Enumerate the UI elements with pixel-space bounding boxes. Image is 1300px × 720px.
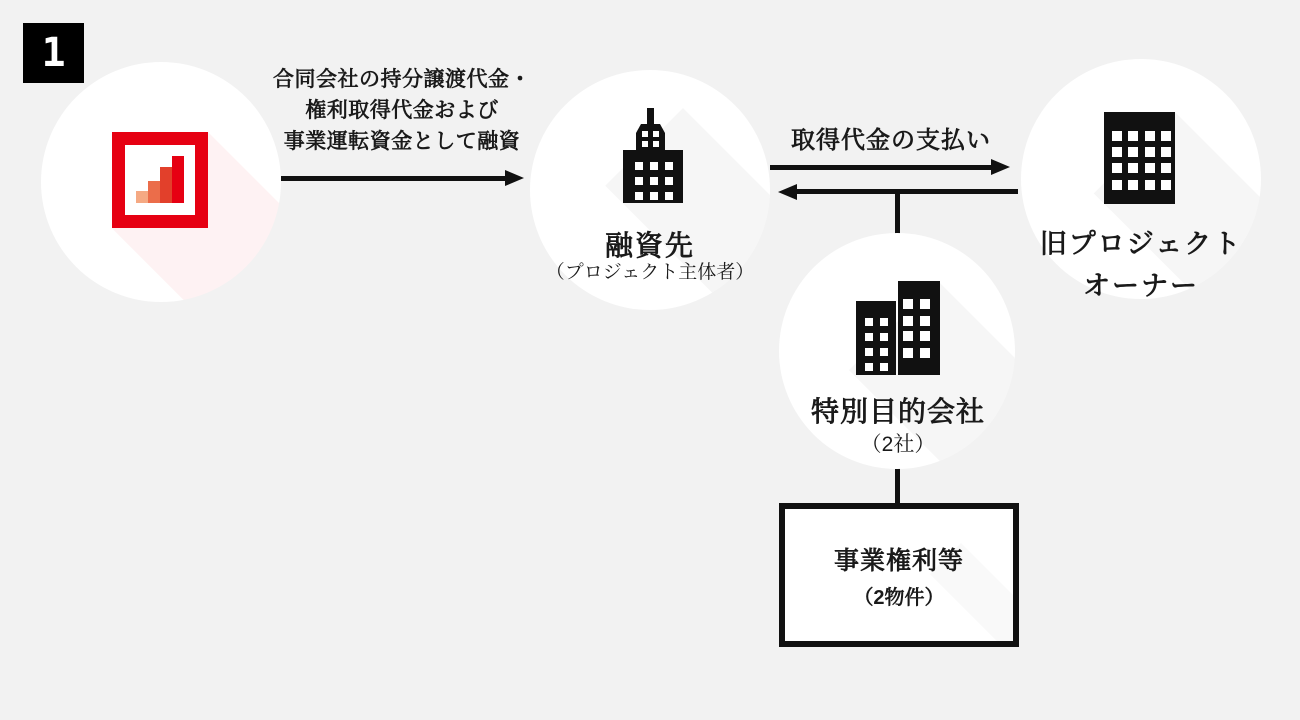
transfer-arrow-line: [796, 189, 1018, 194]
spc-subtitle: （2社）: [860, 433, 936, 456]
loan-arrow-label-line3: 事業運転資金として融資: [283, 130, 521, 153]
old-owner-title: [991, 223, 1291, 307]
step-badge-number: 1: [41, 30, 66, 76]
two-buildings-icon: [856, 281, 940, 375]
business-rights-title: 事業権利等: [833, 547, 964, 575]
payment-arrow-head-icon: [991, 159, 1010, 175]
business-rights-box: [779, 503, 1019, 647]
borrower-subtitle: （プロジェクト主体者）: [545, 262, 755, 283]
step-badge: [23, 23, 84, 83]
bar-chart-logo-icon: [112, 132, 208, 228]
old-owner-title-line2: オーナー: [1083, 271, 1199, 301]
loan-arrow-label: [236, 64, 568, 157]
office-building-grid-icon: [1104, 112, 1175, 204]
business-rights-subtitle: （2物件）: [853, 587, 945, 609]
payment-arrow-label: 取得代金の支払い: [791, 127, 991, 154]
loan-arrow-line: [281, 176, 509, 181]
borrower-title: 融資先: [604, 230, 695, 261]
loan-arrow-label-line1: 合同会社の持分譲渡代金・: [273, 68, 531, 91]
transfer-arrow-head-icon: [778, 184, 797, 200]
loan-arrow-head-icon: [505, 170, 524, 186]
old-owner-title-line1: 旧プロジェクト: [1039, 229, 1243, 259]
payment-arrow-line: [770, 165, 993, 170]
skyscraper-building-icon: [623, 108, 683, 203]
spc-title: 特別目的会社: [810, 396, 985, 427]
loan-arrow-label-line2: 権利取得代金および: [305, 99, 499, 122]
